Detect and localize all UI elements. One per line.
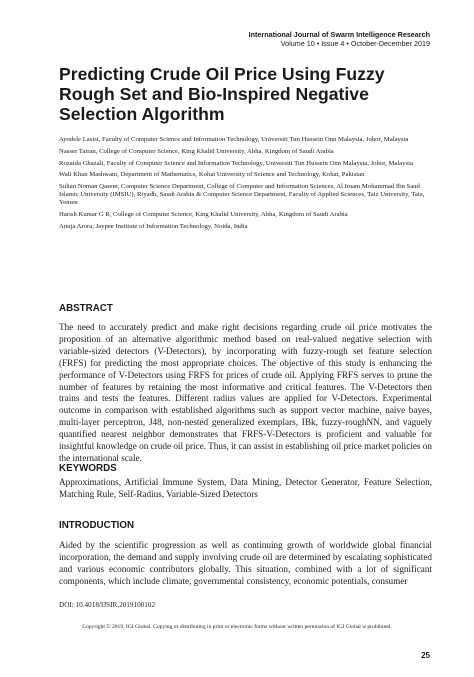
author-affiliation: Anuja Arora, Jaypee Institute of Information Technology, Noida, India: [59, 222, 248, 230]
author-affiliation: Wali Khan Mashwani, Department of Mathematics, Kohat University of Science and Technology, Kohat, Pakistan: [59, 171, 365, 179]
author-affiliation: Harish Kumar G R, College of Computer Science, King Khalid University, Abha, Kingdom of Saudi Arabia: [59, 211, 348, 219]
abstract-text: The need to accurately predict and make right decisions regarding crude oil price motivates the proposition of an alternative algorithmic method based on real-valued negative selection with variable-sized detectors (V-Detectors), by incorporating with fuzzy-rough set feature selection (FRFS) for predicting the most appropriate choices. The objective of this study is enhancing the performance of V-Detectors using FRFS for prices of crude oil. Applying FRFS serves to prune the number of features by retaining the most informative and critical features. The V-Detectors then trains and tests the features. Different radius values are applied for V-Detectors. Experimental outcome in comparison with established algorithms such as support vector machine, naïve bayes, multi-layer perceptron, J48, non-nested generalized exemplars, IBk, fuzzy-roughNN, and vaguely quantified nearest neighbor demonstrates that FRFS-V-Detectors is proficient and valuable for insightful knowledge on crude oil price. Thus, it can assist in establishing oil price market policies on the international scale.: [59, 322, 432, 463]
introduction-text: Aided by the scientific progression as well as continuing growth of worldwide global financial incorporation, the demand and supply involving crude oil are determined by escalating sophisticated and various economic contributors globally. This situation, combined with a lot of significant components, which include climate, governmental consistency, economic potentials, consumer: [59, 540, 432, 586]
author-affiliation: Ayodele Lasisi, Faculty of Computer Science and Information Technology, Universiti Tun Hussein Onn Malaysia, Johor, Malaysia: [59, 136, 409, 143]
author-affiliation: Sultan Noman Qasem, Computer Science Department, College of Computer and Information Sciences, Al Imam Mohammad Ibn Saud Islamic University (IMSIU), Riyadh, Saudi Arabia & Computer Science Department, Faculty of Applied Sciences, Taiz University, Taiz, Yemen: [59, 183, 425, 207]
copyright-notice: Copyright © 2019, IGI Global. Copying or distributing in print or electronic forms without written permission of IGI Global is prohibited.: [82, 624, 392, 630]
journal-name: International Journal of Swarm Intelligence Research: [248, 30, 430, 39]
author-list: [59, 136, 439, 235]
keywords-heading: KEYWORDS: [59, 463, 117, 474]
keywords-text: Approximations, Artificial Immune System, Data Mining, Detector Generator, Feature Selection, Matching Rule, Self-Radius, Variable-Sized Detectors: [59, 477, 432, 499]
journal-header: [249, 30, 430, 48]
introduction-heading: INTRODUCTION: [59, 520, 135, 531]
journal-issue: Volume 10 • Issue 4 • October-December 2019: [280, 39, 430, 48]
author-affiliation: Rozaida Ghazali, Faculty of Computer Science and Information Technology, Universiti Tun Hussein Onn Malaysia, Johor, Malaysia: [59, 159, 414, 167]
paper-title: Predicting Crude Oil Price Using Fuzzy Rough Set and Bio-Inspired Negative Selection Algorithm: [59, 64, 385, 124]
abstract-heading: ABSTRACT: [59, 303, 113, 314]
doi-line: DOI: 10.4018/IJSIR.2019100102: [59, 601, 156, 609]
page-number: 25: [421, 651, 430, 660]
author-affiliation: Nasser Tairan, College of Computer Science, King Khalid University, Abha, Kingdom of Saudi Arabia: [59, 147, 334, 155]
